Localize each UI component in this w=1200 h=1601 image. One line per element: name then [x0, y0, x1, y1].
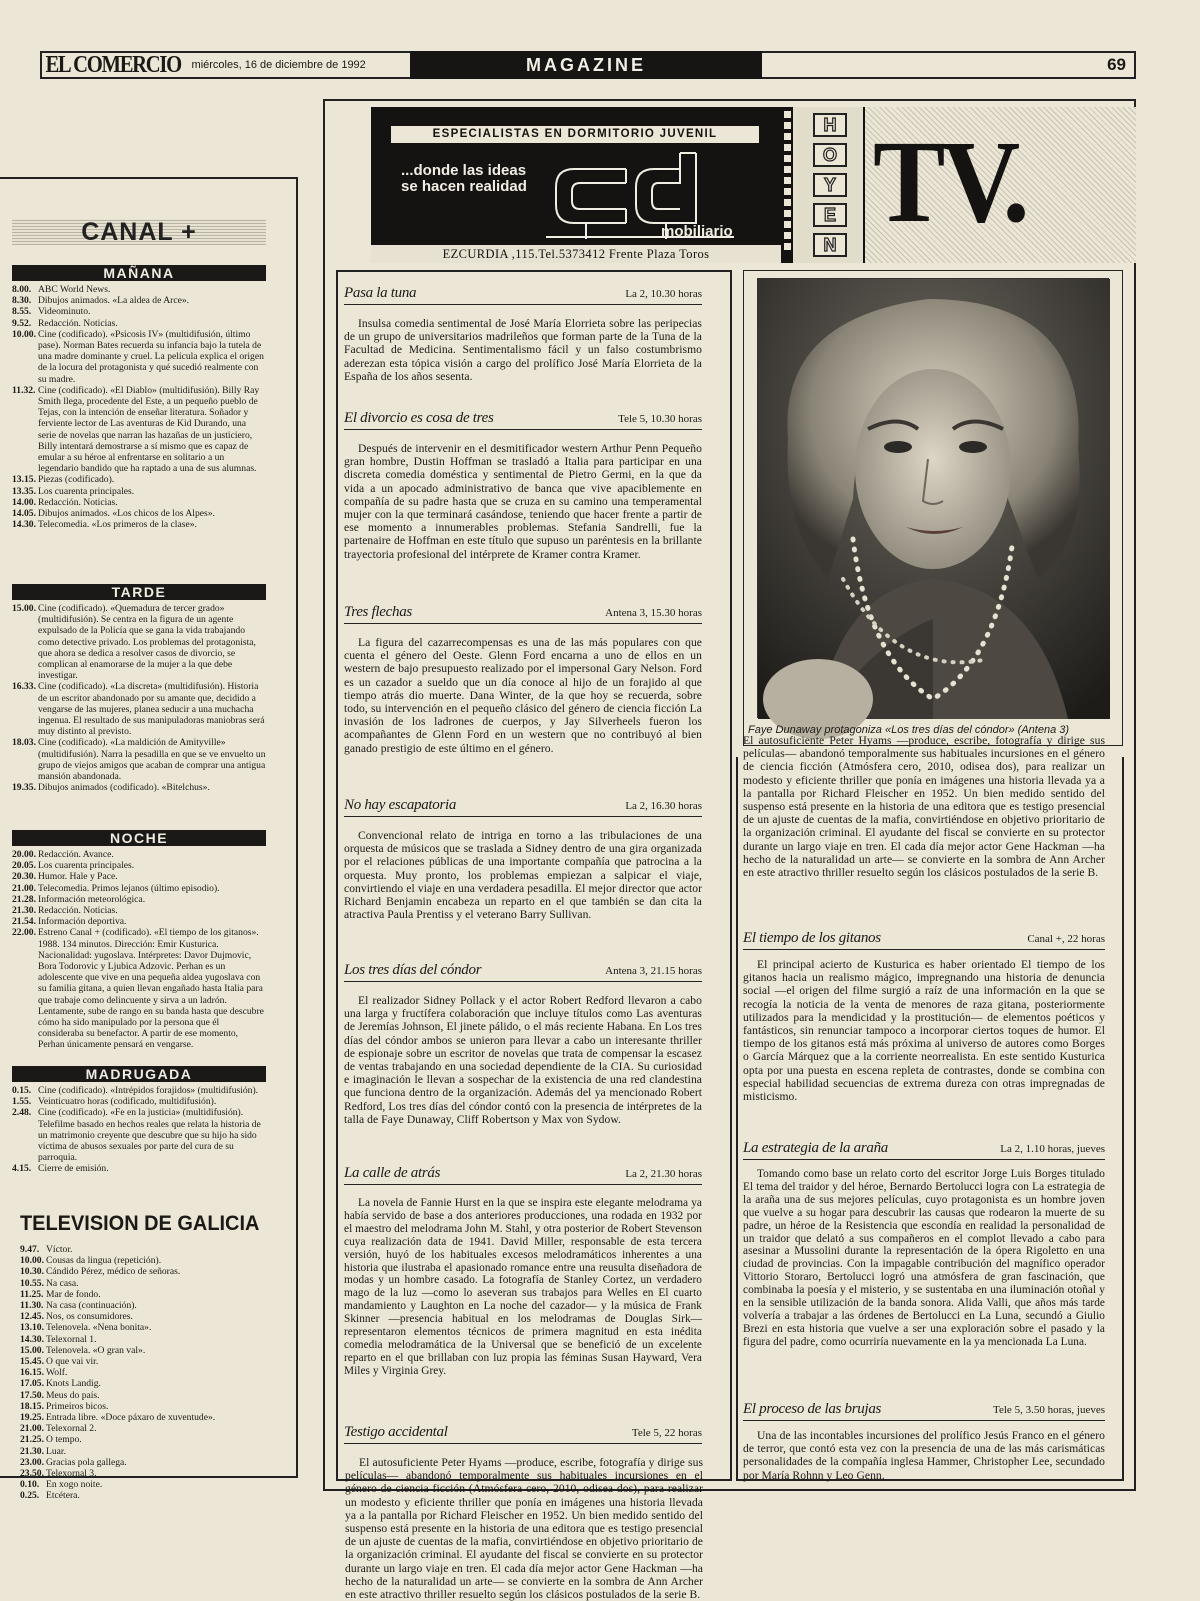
schedule-time: 18.03. — [12, 737, 36, 749]
schedule-item — [12, 849, 266, 860]
schedule-time: 0.10. — [20, 1479, 40, 1491]
schedule-text: Cine (codificado). «Quemadura de tercer grado» (multidifusión). Se centra en la figura de un agente expulsado de la Policía que se gana la vida trabajando como detective privado. Los problemas del protagonista, que ahora se dedica a resolver casos de divorcio, se complican al enamorarse de la mujer a la que debe investigar. — [38, 603, 256, 682]
article-proceso-brujas — [743, 1401, 1105, 1482]
schedule-list — [12, 849, 266, 1051]
schedule-text: Na casa (continuación). — [46, 1300, 137, 1312]
schedule-item — [12, 1163, 266, 1174]
schedule-item — [12, 385, 266, 475]
schedule-item — [20, 1255, 274, 1266]
article-body-start: El autosuficiente Peter Hyams —produce, escribe, fotografía y dirige sus películas— abandonó temporalmente sus habituales incursiones en el género de ciencia ficción (Atmósfera cero, 2010, odisea dos), para realizar un modesto y eficiente thriller que ponía en imágenes una historia llevada ya a la pantalla por Richard Fleischer en 1952. Un bien medido sentido del suspenso está presente en la historia de una editora que es testigo presencial de un ajuste de cuentas de la mafia, convirtiéndose en objetivo prioritario de la organización criminal. El ayudante del fiscal se convierte en su protector durante un largo viaje en tren. El cada día mejor actor Gene Hackman —ha hecho de la naturalidad un arte— se convierte en la sombra de Ann Archer en este atractivo thriller resuelto según los clásicos postulados de la serie B. — [345, 1456, 703, 1601]
schedule-item — [12, 681, 266, 737]
schedule-block-late-night — [12, 1066, 266, 1175]
schedule-time: 18.15. — [20, 1400, 44, 1412]
schedule-text: Los cuarenta principales. — [38, 860, 135, 872]
schedule-time: 23.00. — [20, 1456, 44, 1468]
article-title: El tiempo de los gitanos — [743, 930, 881, 946]
schedule-text: ABC World News. — [38, 284, 111, 295]
schedule-time: 2.48. — [12, 1107, 32, 1119]
schedule-item — [20, 1300, 274, 1311]
article-el-divorcio — [344, 410, 702, 561]
letter-tile: Y — [813, 173, 847, 197]
schedule-item — [20, 1401, 274, 1412]
schedule-time: 10.30. — [20, 1266, 44, 1278]
schedule-item — [20, 1423, 274, 1434]
schedule-text: Víctor. — [46, 1244, 73, 1255]
schedule-time: 9.47. — [20, 1244, 40, 1255]
schedule-text: Etcétera. — [46, 1490, 80, 1502]
schedule-item — [12, 871, 266, 882]
schedule-time: 13.35. — [12, 485, 36, 497]
schedule-text: Telexornal 2. — [46, 1423, 97, 1435]
schedule-item — [20, 1356, 274, 1367]
schedule-item — [12, 905, 266, 916]
article-body-continuation: El autosuficiente Peter Hyams —produce, escribe, fotografía y dirige sus películas— abandonó temporalmente sus habituales incursiones en el género de ciencia ficción (Atmósfera cero, 2010, odisea dos), para realizar un modesto y eficiente thriller que ponía en imágenes una historia llevada ya a la pantalla por Richard Fleischer en 1952. Un bien medido sentido del suspenso está presente en la historia de una editora que es testigo presencial de un ajuste de cuentas de la mafia, convirtiéndose en objetivo prioritario de la organización criminal. El ayudante del fiscal se convierte en su protector durante un largo viaje en tren. El cada día mejor actor Gene Hackman —ha hecho de la naturalidad un arte— se convierte en la sombra de Ann Archer en este atractivo thriller resuelto según los clásicos postulados de la serie B. — [743, 734, 1105, 880]
schedule-time: 16.33. — [12, 681, 36, 693]
schedule-time: 17.05. — [20, 1378, 44, 1390]
schedule-time: 20.00. — [12, 849, 36, 860]
photo-caption: Faye Dunaway protagoniza «Los tres días del cóndor» (Antena 3) — [748, 724, 1070, 736]
article-title: Testigo accidental — [344, 1424, 448, 1440]
schedule-time: 17.50. — [20, 1389, 44, 1401]
schedule-item — [20, 1490, 274, 1501]
article-tiempo-gitanos — [743, 930, 1105, 1103]
schedule-item — [20, 1457, 274, 1468]
article-title: Los tres días del cóndor — [344, 962, 482, 978]
schedule-text: Veinticuatro horas (codificado, multidifusión). — [38, 1096, 217, 1108]
schedule-text: Información deportiva. — [38, 916, 127, 928]
schedule-time: 23.50. — [20, 1468, 44, 1480]
schedule-item — [20, 1311, 274, 1322]
slot-header: MADRUGADA — [12, 1066, 266, 1082]
slot-header: TARDE — [12, 584, 266, 600]
article-title: No hay escapatoria — [344, 797, 457, 813]
schedule-item — [12, 474, 266, 485]
page-number: 69 — [1107, 55, 1126, 74]
schedule-time: 15.45. — [20, 1356, 44, 1368]
schedule-text: Videominuto. — [38, 306, 91, 318]
schedule-item — [20, 1266, 274, 1277]
canal-plus-banner: CANAL + — [12, 219, 266, 245]
schedule-time: 21.00. — [20, 1423, 44, 1435]
schedule-text: Na casa. — [46, 1277, 79, 1289]
article-body: La figura del cazarrecompensas es una de las más populares con que cuenta el género del Oeste. Glenn Ford encarna a uno de ellos en un western de bajo presupuesto realizado por el impersonal Gary Nelson. Ford es un cazador a sueldo que un día conoce al hijo de un forajido al que tiempo atrás dio muerte. Dana Winter, de la que hoy se recuerda, sobre todo, su intervención en el pequeño clásico del género de ciencia ficción La invasión de los ladrones de cuerpos, y Jay Silverheels fueron los acompañantes de Glenn Ford en un western que no contribuyó al bien ganado prestigio de este último en el género. — [344, 636, 702, 755]
schedule-text: Cine (codificado). «Fe en la justicia» (multidifusión). Telefilme basado en hechos reales que relata la historia de un matrimonio creyente que descubre que su hijo ha sido víctima de abusos sexuales por parte del cura de su parroquia. — [38, 1107, 261, 1164]
article-channel: La 2, 16.30 horas — [625, 800, 702, 812]
schedule-text: Telecomedia. Primos lejanos (último episodio). — [38, 882, 220, 894]
schedule-text: Cándido Pérez, médico de señoras. — [46, 1266, 181, 1278]
schedule-text: Cine (codificado). «Intrépidos forajidos» (multidifusión). — [38, 1085, 259, 1096]
schedule-item — [12, 329, 266, 385]
article-channel: La 2, 10.30 horas — [625, 288, 702, 300]
schedule-item — [20, 1322, 274, 1333]
schedule-time: 19.35. — [12, 782, 36, 794]
schedule-item — [20, 1378, 274, 1389]
schedule-text: Telenovela. «O gran val». — [46, 1344, 146, 1356]
schedule-time: 21.54. — [12, 916, 36, 928]
schedule-text: Estreno Canal + (codificado). «El tiempo de los gitanos». 1988. 134 minutos. Dirección: Emir Kusturica. Nacionalidad: yugoslava. Intérpretes: Davor Dujmovic, Bora Todorovic y Ljubica Adzovic. Perhan es un adolescente que vive en una pequeña aldea yugoslava con su familia gitana, a quien llevan engañado hasta Italia para que trabaje como delincuente y sirva a un ladrón. Lentamente, sube de rango en su banda hasta que descubre cómo ha sido manipulado por la persona que él consideraba su benefactor. A partir de ese momento, Perhan únicamente pensará en vengarse. — [38, 927, 264, 1051]
article-no-hay-escapatoria — [344, 797, 702, 921]
schedule-item — [12, 295, 266, 306]
schedule-time: 19.25. — [20, 1412, 44, 1424]
schedule-block-afternoon — [12, 584, 266, 793]
article-title: La estrategia de la araña — [743, 1140, 888, 1156]
schedule-item — [12, 486, 266, 497]
schedule-item — [20, 1345, 274, 1356]
schedule-time: 21.28. — [12, 893, 36, 905]
article-title: El divorcio es cosa de tres — [344, 410, 494, 426]
section-title: MAGAZINE — [410, 51, 762, 79]
masthead — [40, 51, 416, 79]
schedule-time: 10.00. — [12, 328, 36, 340]
schedule-time: 10.55. — [20, 1277, 44, 1289]
schedule-list — [12, 284, 266, 530]
slot-header: NOCHE — [12, 830, 266, 846]
schedule-item — [12, 603, 266, 681]
article-channel: Tele 5, 22 horas — [631, 1427, 702, 1439]
schedule-item — [20, 1367, 274, 1378]
schedule-text: O tempo. — [46, 1434, 82, 1446]
article-estrategia-arana — [743, 1140, 1105, 1349]
article-channel: La 2, 21.30 horas — [625, 1168, 702, 1180]
schedule-time: 14.05. — [12, 508, 36, 520]
schedule-block-night — [12, 830, 266, 1051]
article-testigo-accidental — [344, 1424, 702, 1444]
schedule-text: Información meteorológica. — [38, 893, 146, 905]
schedule-text: Cine (codificado). «El Diablo» (multidifusión). Billy Ray Smith llega, procedente del Este, a un pequeño pueblo de Tejas, con la intención de enseñar literatura. Soñador y ferviente lector de Las aventuras de Kid Durando, una serie de novelas que narran las hazañas de un justiciero, Billy intentará demostrarse a sí mismo que es capaz de emular a su héroe al enfrentarse en solitario a un legendario bandido que ha raptado a una de sus alumnas. — [38, 384, 260, 475]
schedule-list — [12, 603, 266, 793]
schedule-item — [12, 1107, 266, 1163]
article-body: Tomando como base un relato corto del escritor Jorge Luis Borges titulado El tema del traidor y del héroe, Bernardo Bertolucci logra con La estrategia de la araña una de sus mejores películas, cuyo protagonista es un hombre joven que vuelve a su hogar para descubrir las causas que rodearon la muerte de su padre, un héroe de la Resistencia que escondía en realidad la personalidad de un traidor que delató a sus compañeros en el complot llevado a cabo para asesinar a Mussolini durante la representación de la ópera Rigoletto en una ciudad de provincias. Con la impagable contribución del magnífico operador Vittorio Storaro, Bertolucci logró una atmósfera de gran fascinación, que combinaba la poesía y el misterio, y se sustentaba en una iluminación otoñal y en la sensible utilización de la banda sonora. Alida Valli, que años más tarde volvería a trabajar a las órdenes de Bertolucci en La Luna, secundó a Giulio Brezi en esta historia que vuelve a ser una exploración sobre el pasado y la figura del padre, como ocurriría nuevamente en la ya mencionada La Luna. — [743, 1168, 1105, 1348]
schedule-time: 0.15. — [12, 1085, 32, 1096]
article-title: El proceso de las brujas — [743, 1401, 882, 1417]
schedule-time: 11.32. — [12, 384, 36, 396]
article-body: Insulsa comedia sentimental de José María Elorrieta sobre las peripecias de un grupo de universitarios madrileños que forman parte de la Tuna de la Facultad de Medicina. Sentimentalismo fácil y un falso costumbrismo aderezan esta tópica visión a cargo del prolífico José María Elorrieta de la España de los años sesenta. — [344, 317, 702, 383]
schedule-text: Piezas (codificado). — [38, 474, 115, 486]
schedule-time: 15.00. — [20, 1344, 44, 1356]
schedule-text: O que vai vir. — [46, 1356, 99, 1368]
schedule-item — [12, 782, 266, 793]
schedule-time: 14.30. — [12, 519, 36, 531]
schedule-text: Meus do país. — [46, 1389, 100, 1401]
film-strip-decoration — [781, 107, 793, 263]
schedule-text: Telecomedia. «Los primeros de la clase». — [38, 519, 197, 531]
schedule-text: Los cuarenta principales. — [38, 485, 135, 497]
schedule-item — [20, 1479, 274, 1490]
schedule-text: Nos, os consumidores. — [46, 1311, 133, 1323]
galicia-title: TELEVISION DE GALICIA — [20, 1212, 260, 1235]
schedule-time: 16.15. — [20, 1367, 44, 1379]
newspaper-name: EL COMERCIO — [45, 51, 181, 78]
article-title: Pasa la tuna — [344, 285, 417, 301]
schedule-time: 12.45. — [20, 1311, 44, 1323]
schedule-time: 20.05. — [12, 860, 36, 872]
page-number-box — [762, 51, 1136, 79]
schedule-item — [20, 1446, 274, 1457]
schedule-item — [12, 883, 266, 894]
tv-big-word: TV. — [873, 116, 1026, 247]
schedule-text: Dibujos animados. «La aldea de Arce». — [38, 295, 190, 307]
letter-tile: N — [813, 233, 847, 257]
schedule-item — [12, 916, 266, 927]
slot-header: MAÑANA — [12, 265, 266, 281]
schedule-item — [12, 737, 266, 782]
schedule-item — [12, 306, 266, 317]
schedule-item — [20, 1278, 274, 1289]
article-body: Después de intervenir en el desmitificador western Arthur Penn Pequeño gran hombre, Dustin Hoffman se trasladó a Italia para participar en una discreta comedia doméstica y sentimental de Pietro Germi, en la que da vida a un apocado administrativo de banca que vive apaciblemente en compañía de su padre hasta que se cruza en su camino una temperamental mujer con la que terminará casándose, teniendo que hacer frente a partir de ese momento a innumerables problemas. Stefania Sandrelli, fue la partenaire de Hoffman en este título que supuso un paréntesis en la brillante trayectoria profesional del intérprete de Kramer contra Kramer. — [344, 442, 702, 561]
advert-tagline: ESPECIALISTAS EN DORMITORIO JUVENIL — [391, 126, 759, 143]
schedule-time: 9.52. — [12, 317, 32, 329]
schedule-text: Wolf. — [46, 1367, 68, 1379]
article-body: El realizador Sidney Pollack y el actor Robert Redford llevaron a cabo una larga y fructífera colaboración que incluye títulos como Las aventuras de Jeremías Johnson, El jinete pálido, o el más reciente Habana. En Los tres días del cóndor ambos se unieron para llevar a cabo un interesante thriller de espionaje sobre un escritor de novelas que trata de compensar la escasez de ventas trabajando en una sociedad dependiente de la CIA. Su curiosidad e imaginación le llevan a sospechar de la existencia de una red clandestina que funciona dentro de la organización. Además del ya mencionado Robert Redford, Los tres días del cóndor contó con la presencia de intérpretes de la talla de Faye Dunaway, Cliff Robertson y Max von Sydow. — [344, 994, 702, 1126]
schedule-time: 20.30. — [12, 871, 36, 883]
schedule-time: 22.00. — [12, 927, 36, 939]
schedule-text: Cine (codificado). «La maldición de Amityville» (multidifusión). Narra la pesadilla en que se ve envuelto un grupo de viejos amigos que acaban de comprar una antigua mansión abandonada. — [38, 737, 266, 783]
schedule-time: 8.55. — [12, 306, 32, 318]
advert-address: EZCURDIA ,115.Tel.5373412 Frente Plaza Toros — [371, 245, 781, 263]
article-body: Convencional relato de intriga en torno a las tribulaciones de una orquesta de músicos que se traslada a Sidney dentro de una gira organizada por el relaciones públicas de una importante compañía que patrocina a la orquesta. Muy pronto, los problemas empiezan a salpicar el viaje, convirtiendo el viaje en una verdadera pesadilla. El mejor director que actor Richard Benjamin encabeza un reparto en el que también se dan cita la atractiva Paula Prentiss y el veterano Barry Sullivan. — [344, 829, 702, 922]
canal-plus-block — [12, 219, 266, 245]
schedule-item — [12, 1096, 266, 1107]
galicia-block — [20, 1212, 274, 1502]
schedule-item — [20, 1390, 274, 1401]
schedule-item — [12, 927, 266, 1050]
schedule-item — [12, 497, 266, 508]
article-channel: Tele 5, 3.50 horas, jueves — [993, 1404, 1105, 1416]
schedule-time: 1.55. — [12, 1096, 32, 1108]
advert-brand: mobiliario — [661, 223, 733, 240]
letter-tile: E — [813, 203, 847, 227]
schedule-text: Primeiros bicos. — [46, 1400, 109, 1412]
schedule-text: Cine (codificado). «La discreta» (multidifusión). Historia de un escritor abandonado por su amante que, decidido a vengarse de las mujeres, planea seducir a una muchacha ingenua. El resultado de sus manipuladoras maniobras será muy distinto al previsto. — [38, 681, 265, 738]
schedule-item — [20, 1289, 274, 1300]
schedule-item — [20, 1468, 274, 1479]
schedule-item — [20, 1244, 274, 1255]
article-body: Una de las incontables incursiones del prolífico Jesús Franco en el género de terror, que contó esta vez con la presencia de una de las más carismáticas personalidades de la compañía inglesa Hammer, Christopher Lee, secundado por María Rohnn y Leo Genn. — [743, 1429, 1105, 1482]
schedule-text: Cousas da lingua (repetición). — [46, 1255, 162, 1267]
faye-dunaway-photo — [757, 278, 1109, 718]
article-channel: Antena 3, 21.15 horas — [605, 965, 702, 977]
schedule-time: 21.25. — [20, 1434, 44, 1446]
article-title: Tres flechas — [344, 604, 412, 620]
schedule-time: 13.10. — [20, 1322, 44, 1334]
schedule-text: Mar de fondo. — [46, 1288, 101, 1300]
schedule-item — [12, 284, 266, 295]
article-channel: Canal +, 22 horas — [1027, 933, 1105, 945]
schedule-time: 21.30. — [12, 905, 36, 917]
schedule-time: 13.15. — [12, 474, 36, 486]
schedule-text: Telexornal 3. — [46, 1468, 97, 1480]
schedule-time: 8.30. — [12, 295, 32, 307]
schedule-block-morning — [12, 265, 266, 530]
schedule-time: 21.30. — [20, 1445, 44, 1457]
schedule-text: Luar. — [46, 1445, 66, 1457]
schedule-time: 14.30. — [20, 1333, 44, 1345]
schedule-text: Redacción. Avance. — [38, 849, 114, 860]
article-body: La novela de Fannie Hurst en la que se inspira este elegante melodrama ya había servido de base a dos anteriores producciones, una rodada en 1932 por el maestro del melodrama John M. Stahl, y otra posterior de Robert Stevenson cuya realización data de 1941. David Miller, responsable de esta tercera versión, huyó de los habituales excesos melodramáticos inherentes a una historia que ilustraba el apasionado romance entre una reusulta diseñadora de modas y un hombre casado. La fotografía de Stanley Cortez, un verdadero mago de la luz —como lo aseveran sus trabajos para Welles en El cuarto mandamiento y Laughton en La noche del cazador— y la música de Frank Skinner —presencia habitual en los melodramas de Douglas Sirk— representaron elementos técnicos de primera magnitud en esta inédita comedia melodramática de la Universal que se benefició de un excelente reparto en el que brillaban con luz propia las féminas Susan Hayward, Vera Miles y Virginia Grey. — [344, 1197, 702, 1377]
schedule-text: Redacción. Noticias. — [38, 496, 118, 508]
schedule-item — [20, 1412, 274, 1423]
advert-slogan: ...donde las ideas se hacen realidad — [401, 162, 527, 195]
article-channel: Antena 3, 15.30 horas — [605, 607, 702, 619]
article-tres-flechas — [344, 604, 702, 755]
schedule-item — [20, 1334, 274, 1345]
schedule-time: 11.25. — [20, 1288, 44, 1300]
article-calle-de-atras — [344, 1165, 702, 1378]
tv-logo-panel — [865, 107, 1136, 263]
schedule-text: Cierre de emisión. — [38, 1163, 109, 1175]
schedule-time: 8.00. — [12, 284, 32, 295]
portrait-image — [758, 279, 1110, 719]
article-testigo-start — [345, 1456, 703, 1601]
hoy-en-letters — [793, 107, 865, 263]
schedule-text: En xogo noite. — [46, 1479, 103, 1491]
schedule-text: Entrada libre. «Doce páxaro de xuventude». — [46, 1412, 216, 1424]
schedule-text: Humor. Hale y Pace. — [38, 871, 118, 883]
schedule-text: Telexornal 1. — [46, 1333, 97, 1345]
schedule-item — [12, 860, 266, 871]
schedule-time: 15.00. — [12, 603, 36, 614]
schedule-time: 21.00. — [12, 882, 36, 894]
article-testigo-continuation — [743, 734, 1105, 891]
issue-date: miércoles, 16 de diciembre de 1992 — [191, 59, 366, 71]
article-title: La calle de atrás — [344, 1165, 441, 1181]
article-tres-dias-condor — [344, 962, 702, 1126]
schedule-item — [12, 318, 266, 329]
schedule-item — [12, 508, 266, 519]
article-pasa-la-tuna — [344, 285, 702, 383]
schedule-time: 11.30. — [20, 1300, 44, 1312]
schedule-list — [20, 1244, 274, 1502]
schedule-text: Redacción. Noticias. — [38, 317, 118, 329]
schedule-item — [20, 1434, 274, 1445]
schedule-list — [12, 1085, 266, 1175]
article-channel: La 2, 1.10 horas, jueves — [1000, 1143, 1105, 1155]
schedule-item — [12, 1085, 266, 1096]
schedule-text: Dibujos animados. «Los chicos de los Alpes». — [38, 508, 215, 520]
schedule-text: Redacción. Noticias. — [38, 905, 118, 917]
schedule-text: Knots Landig. — [46, 1378, 101, 1390]
schedule-time: 14.00. — [12, 496, 36, 508]
schedule-time: 0.25. — [20, 1490, 40, 1502]
letter-tile: O — [813, 143, 847, 167]
article-channel: Tele 5, 10.30 horas — [618, 413, 702, 425]
tv-schedule-column — [0, 177, 298, 1502]
schedule-time: 10.00. — [20, 1255, 44, 1267]
schedule-time: 4.15. — [12, 1163, 32, 1175]
furniture-advert — [371, 107, 781, 263]
schedule-text: Dibujos animados (codificado). «Bitelchus». — [38, 782, 210, 794]
article-body: El principal acierto de Kusturica es haber orientado El tiempo de los gitanos hacia un realismo mágico, impregnando una historia de denuncia social —el origen del filme surgió a raíz de una información en la que se recogía la noticia de la venta de menores de raza gitana, posteriormente utilizados para la mendicidad y la prostitución— de elementos poéticos y fantásticos, sin renunciar tampoco a incorporar ciertos toques de humor. El tiempo de los gitanos está más próxima al universo de autores como Borges o García Márquez que a la corriente neorrealista. En este sentido Kusturica opta por una puesta en escena repleta de contrastes, donde se combina con especial habilidad secuencias de extrema dureza con otras impregnadas de misticismo. — [743, 958, 1105, 1104]
schedule-text: Cine (codificado). «Psicosis IV» (multidifusión, último pase). Norman Bates recuerda su infancia bajo la tutela de una madre dominante y cruel. La película explica el origen de la locura del protagonista y qué sucedió realmente con su madre. — [38, 328, 264, 385]
schedule-text: Telenovela. «Nena bonita». — [46, 1322, 152, 1334]
schedule-text: Gracias pola gallega. — [46, 1456, 127, 1468]
letter-tile: H — [813, 113, 847, 137]
schedule-item — [12, 519, 266, 530]
schedule-item — [12, 894, 266, 905]
